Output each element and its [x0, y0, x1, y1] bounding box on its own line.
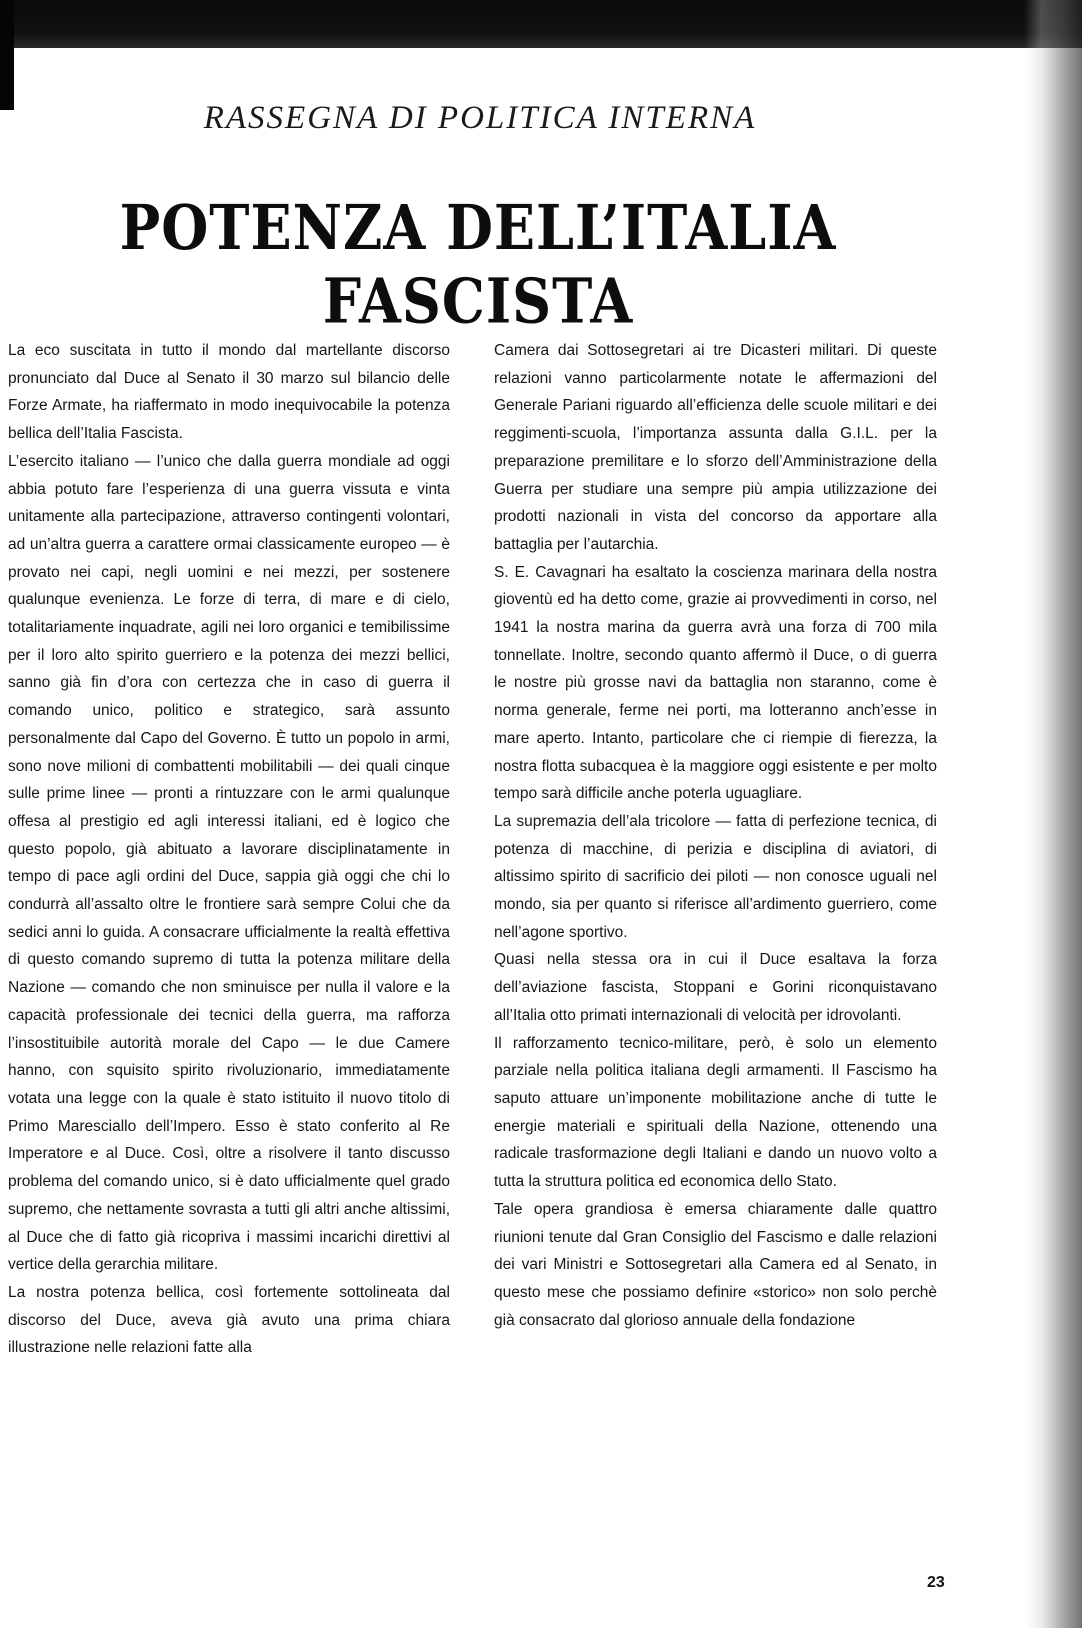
scan-top-edge: [0, 0, 1082, 48]
paragraph: L’esercito italiano — l’unico che dalla guerra mondiale ad oggi abbia potuto fare l’esperienza di una guerra vissuta e vinta unitamente alla partecipazione, attraverso contingenti volontari, ad un’altra guerra a carattere ormai classicamente europeo — è provato nei capi, negli uomini e nei mezzi, per sostenere qualunque evenienza. Le forze di terra, di mare e di cielo, totalitariamente inquadrate, agili nei loro organici e temibilissime per il loro alto spirito guerriero e la potenza dei mezzi bellici, sanno già fin d’ora con certezza che in caso di guerra il comando unico, politico e strategico, sarà assunto personalmente dal Capo del Governo. È tutto un popolo in armi, sono nove milioni di combattenti mobilitabili — dei quali cinque sulle prime linee — pronti a rintuzzare con le armi qualunque offesa al prestigio ed agli interessi italiani, ed è logico che questo popolo, già abituato a lavorare disciplinatamente in tempo di pace agli ordini del Duce, sappia già oggi che chi lo condurrà all’assalto oltre le frontiere sarà sempre Colui che da sedici anni lo guida. A consacrare ufficialmente la realtà effettiva di questo comando supremo di tutta la potenza militare della Nazione — comando che non sminuisce per nulla il valore e la capacità professionale dei tecnici della guerra, ma rafforza l’insostituibile autorità morale del Capo — le due Camere hanno, con squisito spirito rivoluzionario, immediatamente votata una legge con la quale è stato istituito il nuovo titolo di Primo Maresciallo dell’Impero. Esso è stato conferito al Re Imperatore e al Duce. Così, oltre a risolvere il tanto discusso problema del comando unico, si è dato ufficialmente quel grado supremo, che nettamente sovrasta a tutti gli altri anche altissimi, al Duce che di fatto già ricopriva i massimi incarichi direttivi al vertice della gerarchia militare.: [8, 452, 450, 1274]
paragraph: Il rafforzamento tecnico-militare, però, è solo un elemento parziale nella politica italiana degli armamenti. Il Fascismo ha saputo attuare un’imponente mobilitazione anche di tutte le energie materiali e spirituali della Nazione, ottenendo una radicale trasformazione degli Italiani e dando un nuovo volto a tutta la struttura politica ed economica dello Stato.: [494, 1034, 937, 1191]
paragraph: S. E. Cavagnari ha esaltato la coscienza marinara della nostra gioventù ed ha detto come, grazie ai provvedimenti in corso, nel 1941 la nostra marina da guerra avrà una forza di 700 mila tonnellate. Inoltre, secondo quanto affermò il Duce, o di guerra le nostre più grosse navi da battaglia non staranno, come è norma generale, ferme nei porti, ma lotteranno anch’esse in mare aperto. Intanto, particolare che ci riempie di fierezza, la nostra flotta subacquea è la maggiore oggi esistente e per molto tempo sarà difficile anche poterla uguagliare.: [494, 563, 937, 803]
paragraph: Camera dai Sottosegretari ai tre Dicasteri militari. Di queste relazioni vanno particolarmente notate le affermazioni del Generale Pariani riguardo all’efficienza delle scuole militari e dei reggimenti-scuola, l’importanza assunta dalla G.I.L. per la preparazione premilitare e lo sforzo dell’Amministrazione della Guerra per studiare una sempre più ampia utilizzazione dei prodotti nazionali in vista del concorso da apportare alla battaglia per l’autarchia.: [494, 342, 937, 553]
scan-left-notch: [0, 0, 14, 110]
left-column: [8, 337, 450, 1362]
right-column: [494, 337, 937, 1334]
paragraph: Tale opera grandiosa è emersa chiaramente dalle quattro riunioni tenute dal Gran Consiglio del Fascismo e dalle relazioni dei vari Ministri e Sottosegretari alla Camera ed al Senato, in questo mese che possiamo definire «storico» non solo perchè già consacrato dal glorioso annuale della fondazione: [494, 1200, 937, 1329]
section-heading: RASSEGNA DI POLITICA INTERNA: [203, 100, 757, 136]
paragraph: La nostra potenza bellica, così fortemente sottolineata dal discorso del Duce, aveva già avuto una prima chiara illustrazione nelle relazioni fatte alla: [8, 1283, 450, 1357]
paragraph: La eco suscitata in tutto il mondo dal martellante discorso pronunciato dal Duce al Senato il 30 marzo sul bilancio delle Forze Armate, ha riaffermato in modo inequivocabile la potenza bellica dell’Italia Fascista.: [8, 342, 450, 443]
scan-binding-shadow: [1024, 0, 1082, 1628]
article-title: POTENZA DELL’ITALIA FASCISTA: [119, 190, 837, 338]
paragraph: La supremazia dell’ala tricolore — fatta di perfezione tecnica, di potenza di macchine, di perizia e disciplina di aviatori, di altissimo spirito di sacrificio dei piloti — non conosce uguali nel mondo, sia per quanto si riferisce all’ardimento guerriero, come nell’agone sportivo.: [494, 812, 937, 941]
paragraph: Quasi nella stessa ora in cui il Duce esaltava la forza dell’aviazione fascista, Stoppani e Gorini riconquistavano all’Italia otto primati internazionali di velocità per idrovolanti.: [494, 951, 937, 1024]
page-number: 23: [927, 1574, 945, 1591]
